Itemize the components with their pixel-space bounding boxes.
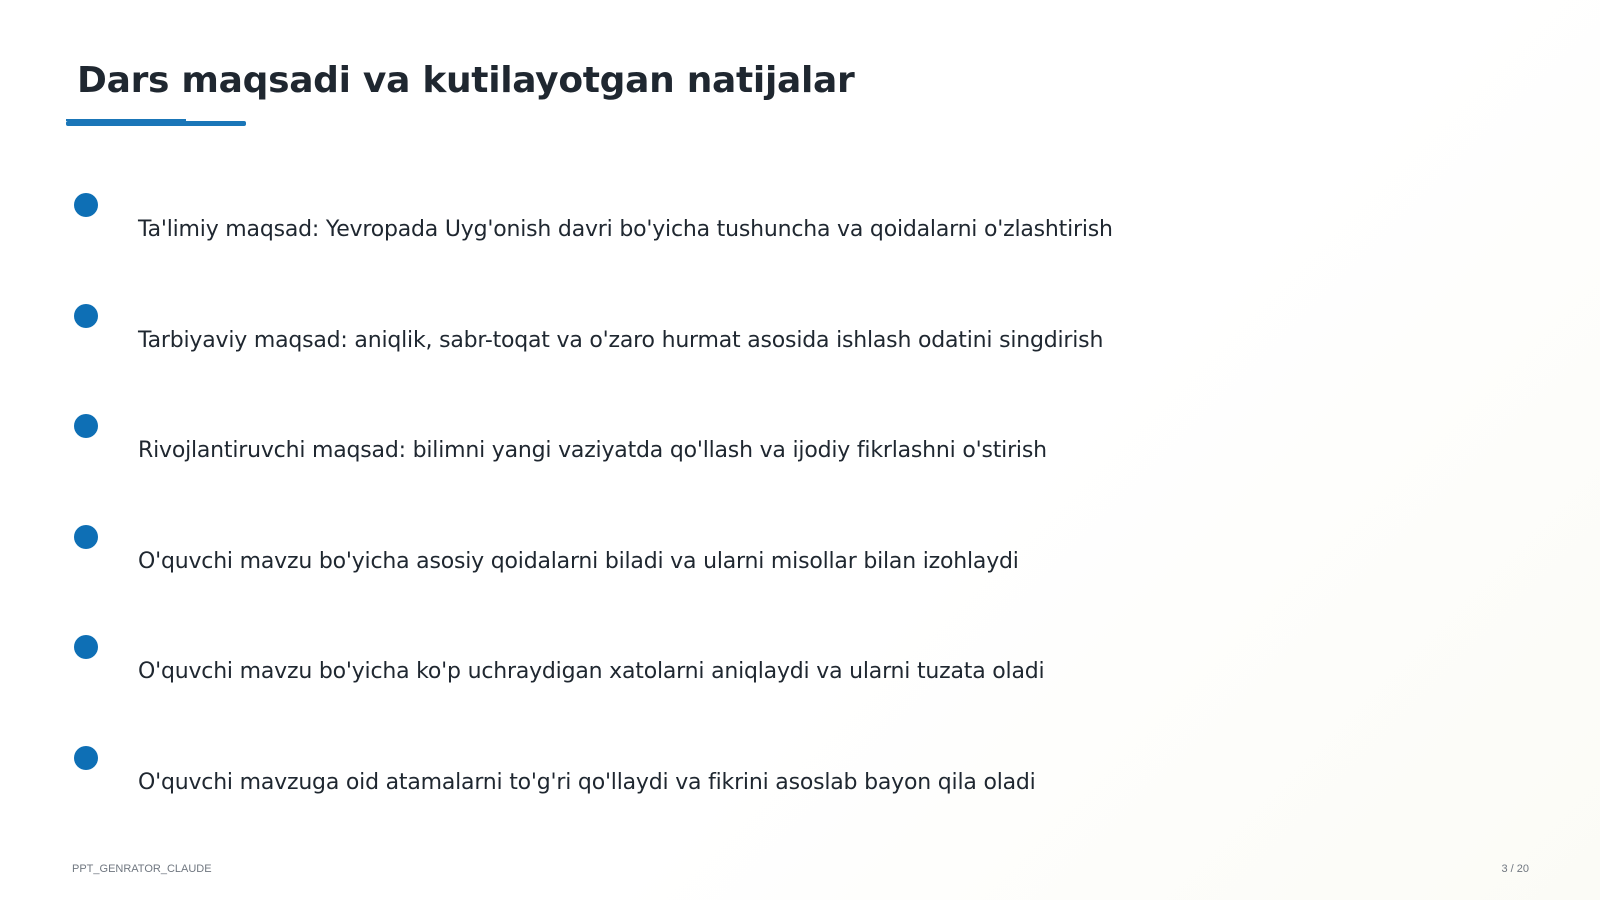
objective-text: Tarbiyaviy maqsad: aniqlik, sabr-toqat va o'zaro hurmat asosida ishlash odatini singdirish	[138, 328, 1104, 353]
bullet-dot-icon	[74, 746, 98, 770]
list-item	[0, 525, 1200, 605]
list-item	[0, 746, 1200, 826]
list-item	[0, 193, 1200, 273]
objective-text: Rivojlantiruvchi maqsad: bilimni yangi vaziyatda qo'llash va ijodiy fikrlashni o'stirish	[138, 438, 1047, 463]
list-item	[0, 304, 1200, 384]
bullet-dot-icon	[74, 304, 98, 328]
title-underline	[66, 121, 246, 126]
bullet-dot-icon	[74, 414, 98, 438]
page-indicator: 3 / 20	[1501, 863, 1529, 875]
objective-text: Ta'limiy maqsad: Yevropada Uyg'onish davri bo'yicha tushuncha va qoidalarni o'zlashtirish	[138, 217, 1113, 242]
title-underline-accent	[66, 119, 186, 121]
bullet-dot-icon	[74, 525, 98, 549]
objective-text: O'quvchi mavzu bo'yicha ko'p uchraydigan xatolarni aniqlaydi va ularni tuzata oladi	[138, 659, 1045, 684]
slide-title: Dars maqsadi va kutilayotgan natijalar	[77, 60, 855, 101]
footer-generator-label: PPT_GENRATOR_CLAUDE	[72, 863, 212, 875]
list-item	[0, 414, 1200, 494]
objective-text: O'quvchi mavzu bo'yicha asosiy qoidalarni biladi va ularni misollar bilan izohlaydi	[138, 549, 1019, 574]
bullet-dot-icon	[74, 193, 98, 217]
bullet-dot-icon	[74, 635, 98, 659]
list-item	[0, 635, 1200, 715]
objective-text: O'quvchi mavzuga oid atamalarni to'g'ri qo'llaydi va fikrini asoslab bayon qila oladi	[138, 770, 1036, 795]
